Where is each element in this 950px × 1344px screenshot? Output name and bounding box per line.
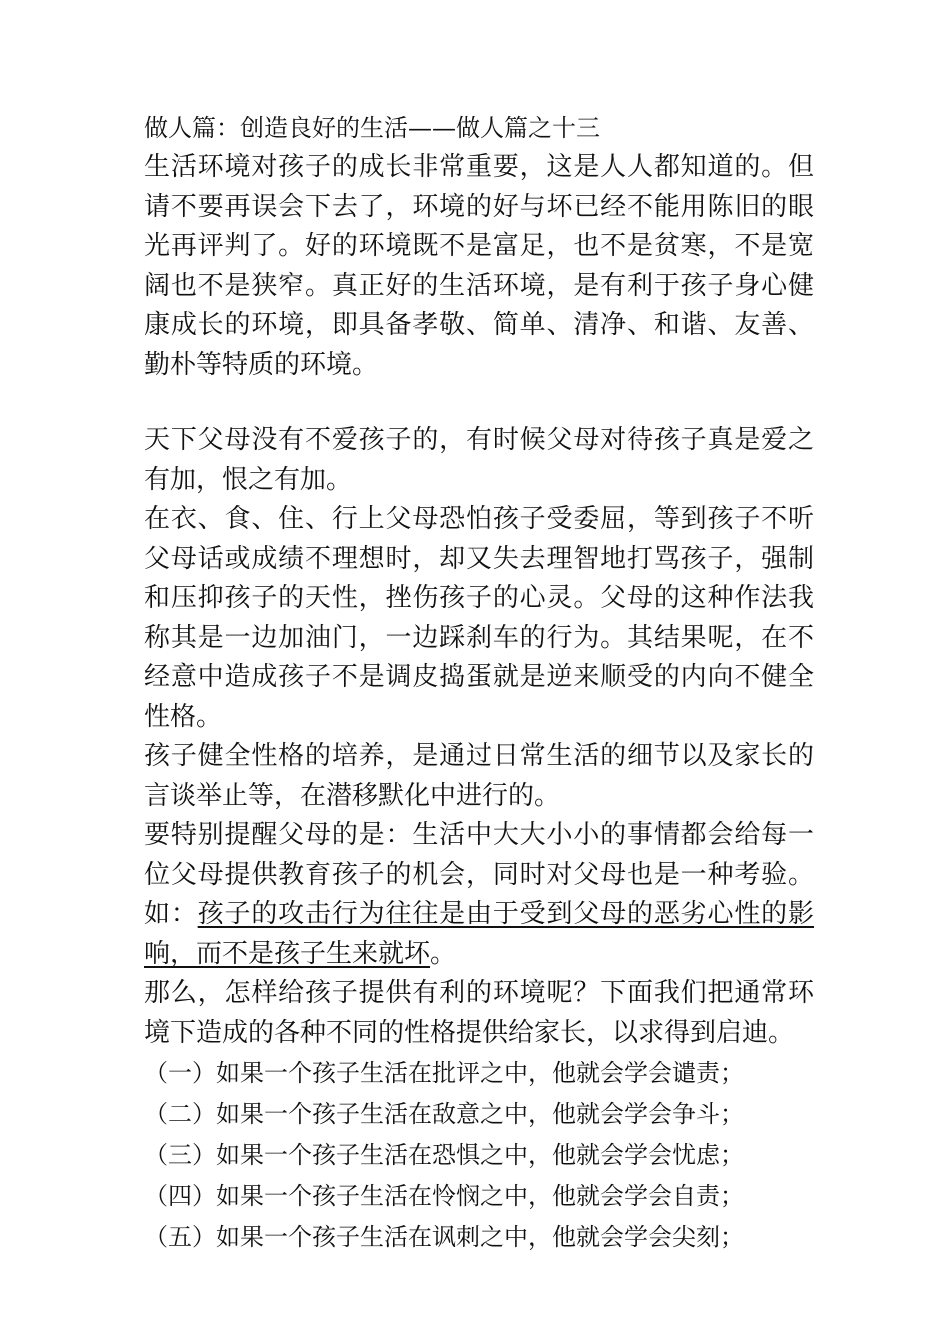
list-item: （五）如果一个孩子生活在讽刺之中，他就会学会尖刻； bbox=[144, 1223, 744, 1251]
paragraph-reminder bbox=[144, 816, 814, 974]
paragraph-parents-love: 天下父母没有不爱孩子的，有时候父母对待孩子真是爱之有加，恨之有加。 bbox=[144, 425, 814, 495]
list-item: （四）如果一个孩子生活在怜悯之中，他就会学会自责； bbox=[144, 1182, 744, 1210]
list-item: （三）如果一个孩子生活在恐惧之中，他就会学会忧虑； bbox=[144, 1141, 744, 1169]
document-title: 做人篇：创造良好的生活——做人篇之十三 bbox=[144, 114, 600, 142]
character-list bbox=[144, 1053, 814, 1258]
paragraph-environment: 生活环境对孩子的成长非常重要，这是人人都知道的。但请不要再误会下去了，环境的好与坏已经不能用陈旧的眼光再评判了。好的环境既不是富足，也不是贫寒，不是宽阔也不是狭窄。真正好的生活环境，是有利于孩子身心健康成长的环境，即具备孝敬、简单、清净、和谐、友善、勤朴等特质的环境。 bbox=[144, 152, 814, 380]
paragraph-character-training: 孩子健全性格的培养，是通过日常生活的细节以及家长的言谈举止等，在潜移默化中进行的。 bbox=[144, 741, 814, 811]
list-item: （一）如果一个孩子生活在批评之中，他就会学会谴责； bbox=[144, 1059, 744, 1087]
reminder-text: 要特别提醒父母的是：生活中大大小小的事情都会给每一位父母提供教育孩子的机会，同时对父母也是一种考验。如： bbox=[144, 820, 814, 929]
paragraph-gap bbox=[144, 385, 814, 421]
underlined-text: 孩子的攻击行为往往是由于受到父母的恶劣心性的影响，而不是孩子生来就坏 bbox=[144, 899, 814, 969]
document-page bbox=[144, 112, 814, 1258]
list-item: （二）如果一个孩子生活在敌意之中，他就会学会争斗； bbox=[144, 1100, 744, 1128]
reminder-end: 。 bbox=[430, 938, 457, 969]
paragraph-intro-list: 那么，怎样给孩子提供有利的环境呢？下面我们把通常环境下造成的各种不同的性格提供给家长，以求得到启迪。 bbox=[144, 978, 814, 1048]
paragraph-parenting-behavior: 在衣、食、住、行上父母恐怕孩子受委屈，等到孩子不听父母话或成绩不理想时，却又失去理智地打骂孩子，强制和压抑孩子的天性，挫伤孩子的心灵。父母的这种作法我称其是一边加油门，一边踩刹车的行为。其结果呢，在不经意中造成孩子不是调皮捣蛋就是逆来顺受的内向不健全性格。 bbox=[144, 504, 814, 732]
